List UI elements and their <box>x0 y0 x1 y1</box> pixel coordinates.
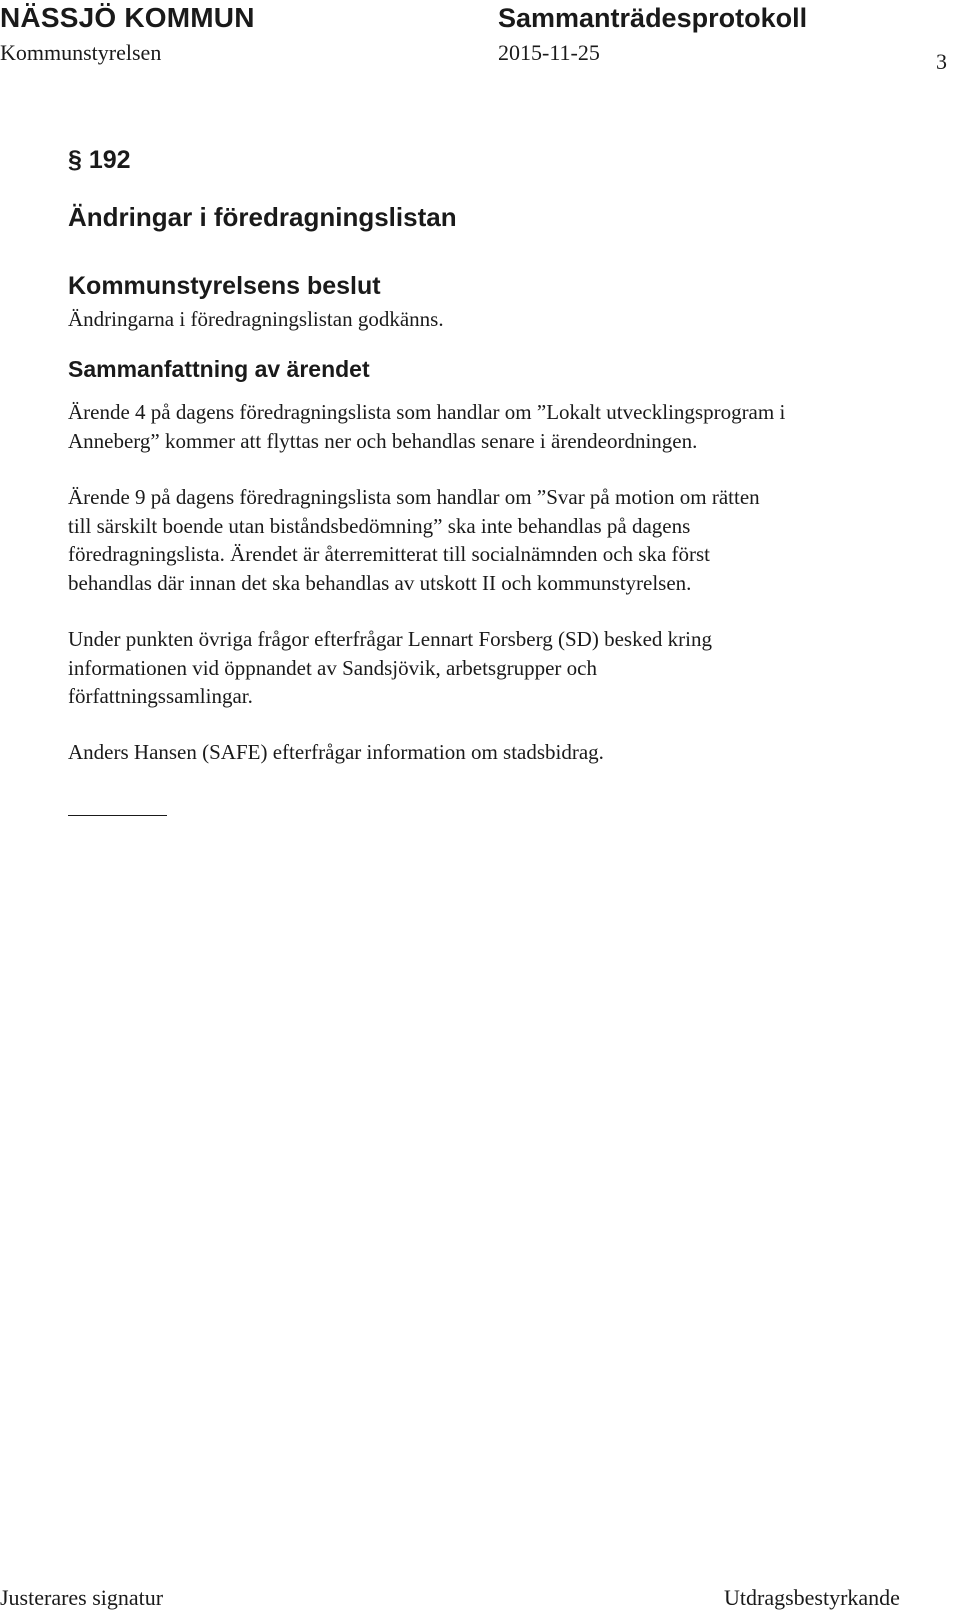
paragraph-line: Anders Hansen (SAFE) efterfrågar information om stadsbidrag. <box>68 740 604 764</box>
page-number: 3 <box>936 49 947 74</box>
paragraph-line: behandlas där innan det ska behandlas av utskott II och kommunstyrelsen. <box>68 570 692 595</box>
paragraph-line: Ärende 4 på dagens föredragningslista som handlar om ”Lokalt utvecklingsprogram i <box>68 400 786 424</box>
summary-heading: Sammanfattning av ärendet <box>68 356 370 382</box>
paragraph-line: Under punkten övriga frågor efterfrågar Lennart Forsberg (SD) besked kring <box>68 627 712 651</box>
summary-paragraph <box>68 625 928 711</box>
extract-certification-label: Utdragsbestyrkande <box>724 1585 900 1610</box>
paragraph-line: Anneberg” kommer att flyttas ner och behandlas senare i ärendeordningen. <box>68 428 698 453</box>
adjuster-signature-label: Justerares signatur <box>0 1585 164 1610</box>
summary-paragraph <box>68 483 928 597</box>
summary-paragraph <box>68 398 928 455</box>
meeting-date: 2015-11-25 <box>498 40 600 65</box>
document-type: Sammanträdesprotokoll <box>498 3 808 33</box>
item-title: Ändringar i föredragningslistan <box>68 202 457 232</box>
end-of-item-rule <box>68 815 167 816</box>
org-name: NÄSSJÖ KOMMUN <box>0 2 255 33</box>
committee-name: Kommunstyrelsen <box>0 40 162 65</box>
paragraph-line: författningssamlingar. <box>68 684 253 708</box>
decision-text: Ändringarna i föredragningslistan godkänns. <box>68 307 444 331</box>
paragraph-line: till särskilt boende utan biståndsbedömning” ska inte behandlas på dagens <box>68 513 691 538</box>
paragraph-number: § 192 <box>68 146 131 174</box>
paragraph-line: föredragningslista. Ärendet är återremitterat till socialnämnden och ska först <box>68 542 711 566</box>
paragraph-line: informationen vid öppnandet av Sandsjövik, arbetsgrupper och <box>68 655 597 680</box>
paragraph-line: Ärende 9 på dagens föredragningslista som handlar om ”Svar på motion om rätten <box>68 485 760 509</box>
decision-heading: Kommunstyrelsens beslut <box>68 272 381 300</box>
summary-paragraph <box>68 738 928 767</box>
